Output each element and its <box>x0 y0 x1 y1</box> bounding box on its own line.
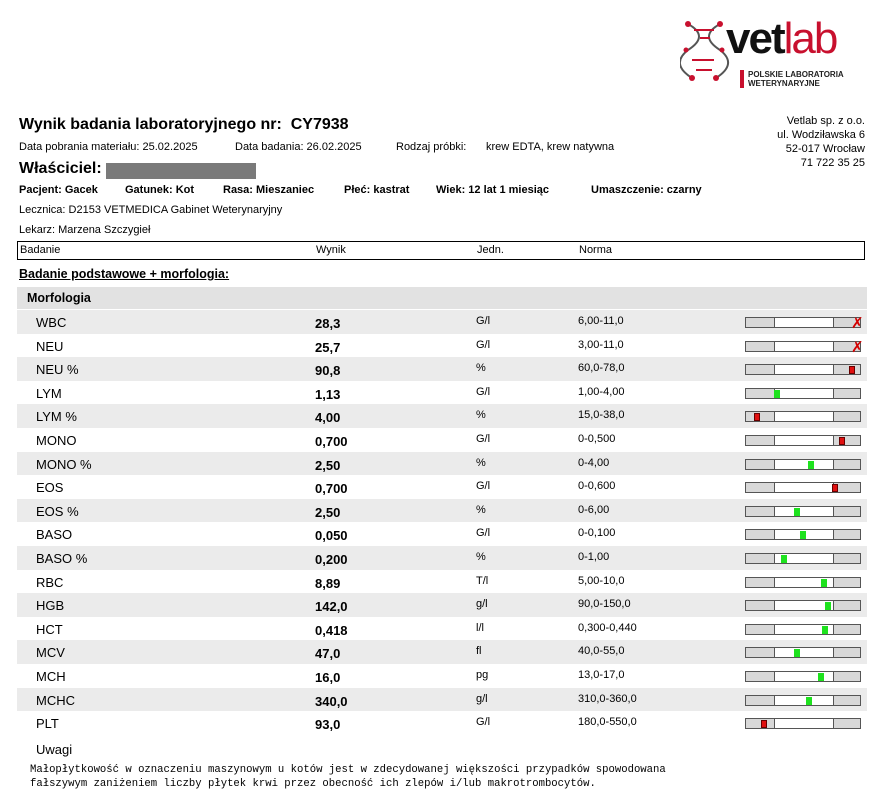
range-bar <box>745 317 861 328</box>
range-bar <box>745 671 861 682</box>
table-row <box>17 452 867 476</box>
test-norm: 0-1,00 <box>578 550 610 563</box>
test-unit: T/l <box>476 574 489 587</box>
header-norm: Norma <box>579 244 613 256</box>
test-unit: fl <box>476 645 482 658</box>
range-bar-normal-zone <box>774 672 834 681</box>
patient-name: Pacjent: Gacek <box>19 184 98 196</box>
vetlab-logo <box>680 16 865 91</box>
range-bar <box>745 364 861 375</box>
lab-city: 52-017 Wrocław <box>785 143 865 155</box>
patient-age: Wiek: 12 lat 1 miesiąc <box>436 184 550 196</box>
range-bar <box>745 529 861 540</box>
remarks-line-1: Małopłytkowość w oznaczeniu maszynowym u kotów jest w zdecydowanej większości przypadków spowodowana <box>30 764 666 776</box>
doctor: Lekarz: Marzena Szczygieł <box>19 224 151 236</box>
logo-accent-bar <box>740 70 744 88</box>
test-unit: G/l <box>476 480 491 493</box>
test-value: 0,050 <box>315 528 348 544</box>
test-value: 47,0 <box>315 646 341 662</box>
test-name: MCV <box>36 645 65 661</box>
test-value: 16,0 <box>315 669 341 685</box>
result-marker <box>774 390 780 398</box>
test-name: MCHC <box>36 692 75 708</box>
result-marker <box>754 413 760 421</box>
range-bar-normal-zone <box>774 436 834 445</box>
table-row <box>17 310 867 334</box>
test-date: Data badania: 26.02.2025 <box>235 141 362 153</box>
range-bar <box>745 341 861 352</box>
test-norm: 60,0-78,0 <box>578 362 625 375</box>
test-norm: 3,00-11,0 <box>578 338 624 351</box>
range-bar <box>745 695 861 706</box>
test-unit: G/l <box>476 315 491 327</box>
test-name: NEU <box>36 338 64 354</box>
logo-tagline-2: WETERYNARYJNE <box>748 79 820 88</box>
test-norm: 40,0-55,0 <box>578 645 625 658</box>
lab-street: ul. Wodziławska 6 <box>777 129 865 141</box>
test-value: 0,700 <box>315 481 348 497</box>
subsection-header <box>17 287 867 309</box>
result-marker <box>808 461 814 469</box>
test-norm: 15,0-38,0 <box>578 409 625 422</box>
test-norm: 90,0-150,0 <box>578 598 631 611</box>
range-bar <box>745 600 861 611</box>
result-marker <box>822 626 828 634</box>
test-name: PLT <box>36 716 59 732</box>
test-value: 93,0 <box>315 717 341 733</box>
header-result: Wynik <box>316 244 346 256</box>
test-unit: % <box>476 362 486 375</box>
result-marker <box>806 697 812 705</box>
header-test: Badanie <box>20 244 61 256</box>
table-row <box>17 688 867 712</box>
test-value: 0,418 <box>315 622 348 638</box>
report-title-prefix: Wynik badania laboratoryjnego nr: <box>19 116 282 133</box>
test-value: 90,8 <box>315 363 341 379</box>
test-value: 28,3 <box>315 316 341 331</box>
range-bar-normal-zone <box>774 389 834 398</box>
table-row <box>17 711 867 735</box>
logo-vet: vet <box>726 14 784 63</box>
range-bar <box>745 411 861 422</box>
clinic: Lecznica: D2153 VETMEDICA Gabinet Weterynaryjny <box>19 204 283 216</box>
test-unit: G/l <box>476 385 491 398</box>
test-norm: 0-0,600 <box>578 480 616 493</box>
test-value: 1,13 <box>315 386 341 402</box>
test-norm: 0-0,500 <box>578 432 616 445</box>
test-value: 4,00 <box>315 410 341 426</box>
subsection-title: Morfologia <box>27 291 91 305</box>
test-unit: G/l <box>476 338 491 351</box>
test-name: HCT <box>36 621 63 637</box>
remarks-title: Uwagi <box>36 742 73 757</box>
table-row <box>17 522 867 546</box>
range-bar <box>745 435 861 446</box>
test-norm: 0-4,00 <box>578 456 610 469</box>
test-value: 2,50 <box>315 504 341 520</box>
test-norm: 1,00-4,00 <box>578 385 625 398</box>
owner-name-redaction <box>106 163 256 179</box>
table-row <box>17 381 867 405</box>
results-table <box>17 310 867 735</box>
range-bar <box>745 718 861 729</box>
test-value: 0,200 <box>315 551 348 567</box>
patient-species: Gatunek: Kot <box>125 184 195 196</box>
test-unit: pg <box>476 668 489 681</box>
test-name: NEU % <box>36 362 79 378</box>
table-row <box>17 499 867 523</box>
result-marker <box>821 579 827 587</box>
result-marker <box>761 720 767 728</box>
test-name: WBC <box>36 315 67 330</box>
range-bar <box>745 647 861 658</box>
table-row <box>17 617 867 641</box>
range-bar-normal-zone <box>774 342 834 351</box>
table-row <box>17 664 867 688</box>
range-bar <box>745 482 861 493</box>
test-value: 142,0 <box>315 599 348 615</box>
test-value: 340,0 <box>315 693 348 709</box>
result-marker <box>839 437 845 445</box>
test-name: MONO <box>36 432 77 448</box>
table-row <box>17 593 867 617</box>
range-bar-normal-zone <box>774 483 834 492</box>
range-bar <box>745 506 861 517</box>
result-marker <box>781 555 787 563</box>
test-value: 25,7 <box>315 339 341 355</box>
test-name: MONO % <box>36 456 92 472</box>
report-number: CY7938 <box>290 116 349 133</box>
range-bar <box>745 459 861 470</box>
sample-type: krew EDTA, krew natywna <box>486 141 615 153</box>
range-bar <box>745 553 861 564</box>
out-of-range-icon: ✗ <box>851 314 864 332</box>
result-marker <box>818 673 824 681</box>
test-unit: % <box>476 550 486 563</box>
range-bar-normal-zone <box>774 318 834 327</box>
table-row <box>17 475 867 499</box>
result-marker <box>800 531 806 539</box>
table-row <box>17 334 867 358</box>
range-bar-normal-zone <box>774 412 834 421</box>
test-value: 8,89 <box>315 575 341 591</box>
test-unit: g/l <box>476 692 488 705</box>
range-bar <box>745 624 861 635</box>
test-norm: 6,00-11,0 <box>578 315 624 327</box>
result-marker <box>832 484 838 492</box>
test-unit: G/l <box>476 527 491 540</box>
test-unit: G/l <box>476 432 491 445</box>
test-value: 2,50 <box>315 457 341 473</box>
range-bar-normal-zone <box>774 507 834 516</box>
test-norm: 0-0,100 <box>578 527 616 540</box>
test-name: MCH <box>36 668 66 684</box>
range-bar-normal-zone <box>774 365 834 374</box>
table-row <box>17 404 867 428</box>
result-marker <box>849 366 855 374</box>
result-marker <box>825 602 831 610</box>
sampling-date: Data pobrania materiału: 25.02.2025 <box>19 141 198 153</box>
table-row <box>17 357 867 381</box>
range-bar-normal-zone <box>774 460 834 469</box>
test-name: RBC <box>36 574 64 590</box>
range-bar-normal-zone <box>774 696 834 705</box>
remarks-line-2: fałszywym zaniżeniem liczby płytek krwi przez obecność ich zlepów i/lub makrotrombocytów. <box>30 778 596 790</box>
remarks-text <box>30 763 666 791</box>
table-row <box>17 640 867 664</box>
table-row <box>17 546 867 570</box>
test-unit: g/l <box>476 598 488 611</box>
test-name: EOS % <box>36 503 79 519</box>
section-title: Badanie podstawowe + morfologia: <box>19 267 230 281</box>
logo-lab: lab <box>783 14 837 63</box>
patient-color: Umaszczenie: czarny <box>591 184 702 196</box>
patient-sex: Płeć: kastrat <box>344 184 410 196</box>
table-row <box>17 570 867 594</box>
logo-tagline-1: POLSKIE LABORATORIA <box>748 70 844 79</box>
test-value: 0,700 <box>315 433 348 449</box>
range-bar <box>745 577 861 588</box>
sample-type-label: Rodzaj próbki: <box>396 141 467 153</box>
test-name: HGB <box>36 598 65 614</box>
header-unit: Jedn. <box>477 244 504 256</box>
test-name: BASO % <box>36 550 88 566</box>
test-norm: 0-6,00 <box>578 503 610 516</box>
test-unit: % <box>476 409 486 422</box>
test-unit: % <box>476 456 486 469</box>
test-unit: l/l <box>476 621 484 634</box>
lab-phone: 71 722 35 25 <box>800 157 865 169</box>
test-name: EOS <box>36 480 64 496</box>
lab-address <box>777 114 865 170</box>
test-norm: 5,00-10,0 <box>578 574 625 587</box>
report-title <box>19 116 349 134</box>
test-norm: 0,300-0,440 <box>578 621 637 634</box>
test-norm: 180,0-550,0 <box>578 716 637 729</box>
test-name: LYM <box>36 385 62 401</box>
range-bar-normal-zone <box>774 648 834 657</box>
result-marker <box>794 649 800 657</box>
lab-name: Vetlab sp. z o.o. <box>786 115 865 127</box>
test-norm: 13,0-17,0 <box>578 668 625 681</box>
test-name: LYM % <box>36 409 77 425</box>
test-norm: 310,0-360,0 <box>578 692 637 705</box>
test-unit: G/l <box>476 716 491 729</box>
result-marker <box>794 508 800 516</box>
out-of-range-icon: ✗ <box>851 337 864 356</box>
range-bar <box>745 388 861 399</box>
table-row <box>17 428 867 452</box>
test-unit: % <box>476 503 486 516</box>
test-name: BASO <box>36 527 73 543</box>
range-bar-normal-zone <box>774 719 834 728</box>
owner-label: Właściciel: <box>19 160 102 177</box>
patient-breed: Rasa: Mieszaniec <box>223 184 315 196</box>
table-header <box>17 241 865 260</box>
